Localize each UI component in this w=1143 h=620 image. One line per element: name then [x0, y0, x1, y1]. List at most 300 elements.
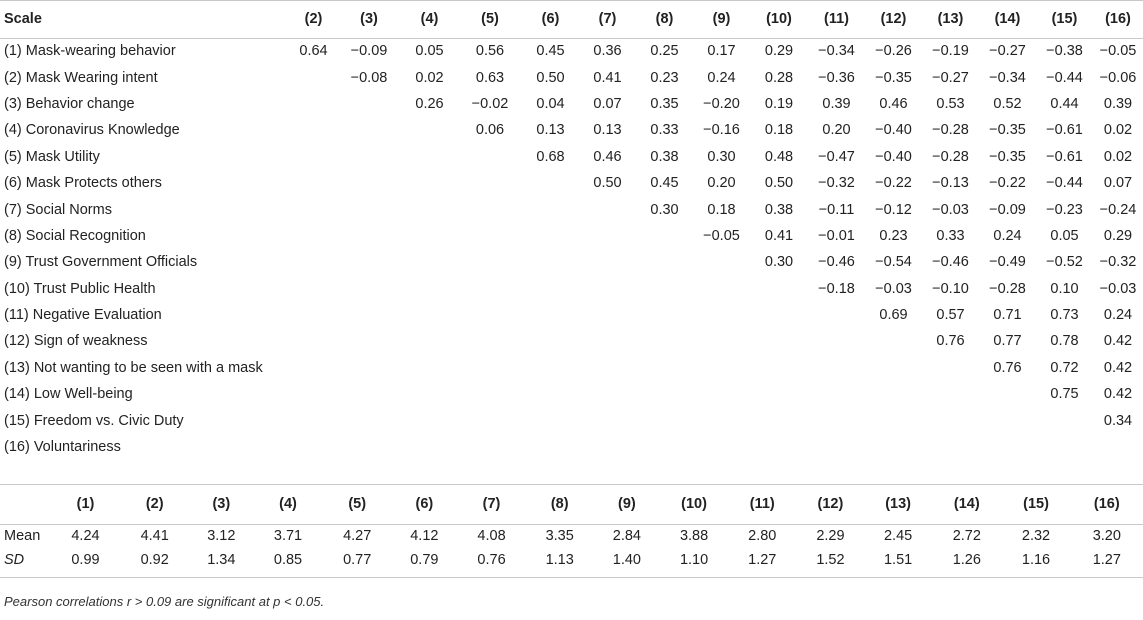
correlation-cell: [290, 249, 337, 275]
correlation-cell: [290, 381, 337, 407]
correlation-cell: −0.28: [932, 148, 969, 165]
table-row: [0, 276, 1143, 302]
correlation-cell: −0.38: [1046, 43, 1083, 60]
correlation-cell: [693, 328, 750, 354]
header-col: (13): [937, 11, 964, 27]
correlation-cell: −0.35: [989, 122, 1026, 139]
correlation-cell: −0.54: [875, 254, 912, 271]
correlation-cell: −0.44: [1046, 69, 1083, 86]
correlation-cell: [750, 355, 808, 381]
correlation-cell: [522, 407, 579, 433]
correlation-cell: 0.06: [475, 122, 505, 139]
correlation-cell: 0.53: [936, 95, 965, 112]
correlation-cell: [522, 223, 579, 249]
sd-value: 1.27: [748, 552, 777, 568]
correlation-cell: [401, 223, 458, 249]
correlation-cell: [522, 196, 579, 222]
correlation-cell: [808, 328, 865, 354]
correlation-cell: 0.42: [1103, 333, 1133, 350]
sd-value: 1.13: [545, 552, 574, 568]
correlation-cell: [865, 407, 922, 433]
correlation-cell: −0.35: [875, 69, 912, 86]
desc-header-col: (9): [618, 496, 636, 512]
header-col: (2): [304, 11, 323, 27]
correlation-cell: [401, 434, 458, 460]
header-col: (4): [420, 11, 439, 27]
correlation-cell: [636, 407, 693, 433]
desc-header-col: (10): [681, 496, 707, 512]
correlation-cell: [458, 434, 522, 460]
mean-value: 4.24: [71, 528, 100, 544]
correlation-cell: [458, 328, 522, 354]
correlation-cell: [750, 276, 808, 302]
correlation-cell: −0.03: [932, 201, 969, 218]
row-label: (4) Coronavirus Knowledge: [4, 122, 180, 139]
correlation-cell: −0.49: [989, 254, 1026, 271]
correlation-cell: [979, 434, 1036, 460]
correlation-cell: −0.61: [1046, 148, 1083, 165]
correlation-cell: 0.72: [1050, 359, 1079, 376]
correlation-cell: 0.73: [1050, 307, 1079, 324]
sd-value: 0.99: [71, 552, 100, 568]
correlation-cell: 0.07: [593, 95, 622, 112]
correlation-cell: 0.44: [1050, 95, 1079, 112]
table-row: [0, 249, 1143, 275]
correlation-cell: [522, 355, 579, 381]
correlation-cell: [865, 355, 922, 381]
correlation-cell: 0.76: [936, 333, 965, 350]
header-col: (11): [824, 11, 849, 27]
correlation-cell: 0.18: [707, 201, 736, 218]
correlation-cell: [522, 276, 579, 302]
mean-value: 4.41: [140, 528, 169, 544]
correlation-cell: [290, 117, 337, 143]
correlation-cell: [290, 144, 337, 170]
header-rule: [0, 38, 1143, 39]
header-col: (8): [655, 11, 674, 27]
row-label: (1) Mask-wearing behavior: [4, 43, 176, 60]
table-row: [0, 170, 1143, 196]
table-row: [0, 64, 1143, 90]
correlation-cell: 0.30: [764, 254, 794, 271]
correlation-cell: [693, 381, 750, 407]
header-col: (15): [1051, 11, 1078, 27]
mean-value: 3.71: [273, 528, 303, 544]
table-row: [0, 223, 1143, 249]
correlation-cell: −0.35: [989, 148, 1026, 165]
correlation-cell: 0.75: [1050, 386, 1079, 403]
header-col: (3): [360, 11, 378, 27]
header-col: (16): [1105, 11, 1131, 27]
correlation-cell: [337, 407, 401, 433]
header-col: (14): [994, 11, 1021, 27]
correlation-cell: [750, 381, 808, 407]
correlation-cell: [1036, 434, 1093, 460]
row-label: (11) Negative Evaluation: [4, 307, 162, 324]
row-label: (14) Low Well-being: [4, 386, 133, 403]
mean-value: 4.12: [410, 528, 439, 544]
correlation-cell: 0.23: [650, 69, 679, 86]
correlation-cell: [401, 381, 458, 407]
mean-value: 2.72: [952, 528, 981, 544]
correlation-cell: 0.41: [593, 69, 622, 86]
correlation-cell: [693, 249, 750, 275]
correlation-cell: [522, 328, 579, 354]
correlation-cell: −0.03: [875, 280, 912, 297]
desc-header-col: (1): [76, 496, 95, 512]
correlation-cell: 0.52: [993, 95, 1022, 112]
correlation-cell: [458, 276, 522, 302]
correlation-cell: [337, 170, 401, 196]
correlation-cell: 0.30: [650, 201, 679, 218]
correlation-cell: [579, 434, 636, 460]
row-label: (12) Sign of weakness: [4, 333, 148, 350]
correlation-cell: [579, 249, 636, 275]
mean-label: Mean: [4, 528, 41, 544]
header-col: (5): [481, 11, 499, 27]
correlation-cell: 0.71: [993, 307, 1022, 324]
correlation-cell: −0.24: [1099, 201, 1137, 218]
correlation-cell: [808, 355, 865, 381]
descriptives-table: [0, 484, 1143, 572]
mean-value: 3.35: [545, 528, 574, 544]
correlation-cell: 0.46: [593, 148, 622, 165]
correlation-cell: [401, 144, 458, 170]
correlation-cell: 0.24: [993, 227, 1022, 244]
correlation-cell: [522, 249, 579, 275]
row-label: (16) Voluntariness: [4, 439, 121, 456]
correlation-cell: [750, 302, 808, 328]
correlation-cell: [290, 223, 337, 249]
correlation-cell: [636, 381, 693, 407]
correlation-cell: [693, 276, 750, 302]
desc-header-col: (13): [885, 496, 911, 512]
correlation-cell: [636, 223, 693, 249]
correlation-cell: [401, 302, 458, 328]
correlation-cell: [1093, 434, 1143, 460]
correlation-cell: −0.28: [989, 280, 1026, 297]
desc-header-col: (16): [1093, 496, 1120, 512]
row-label: (9) Trust Government Officials: [4, 254, 198, 271]
correlation-cell: [522, 170, 579, 196]
correlation-cell: [693, 407, 750, 433]
row-label: (7) Social Norms: [4, 201, 112, 218]
correlation-cell: 0.35: [650, 95, 679, 112]
desc-header-col: (14): [953, 496, 980, 512]
correlation-cell: [865, 434, 922, 460]
sd-value: 1.16: [1021, 552, 1051, 568]
table-row: [0, 117, 1143, 143]
correlation-cell: 0.38: [650, 148, 679, 165]
descriptives-header-row: [0, 484, 1143, 524]
correlation-cell: [337, 144, 401, 170]
correlation-cell: −0.12: [875, 201, 912, 218]
correlation-cell: 0.39: [1103, 95, 1133, 112]
row-label: (8) Social Recognition: [4, 227, 146, 244]
correlation-cell: [290, 196, 337, 222]
correlation-cell: [337, 223, 401, 249]
correlation-cell: 0.64: [299, 43, 328, 60]
mean-value: 2.80: [748, 528, 777, 544]
correlation-cell: 0.05: [1050, 227, 1079, 244]
correlation-cell: −0.47: [818, 148, 855, 165]
correlation-cell: 0.29: [1103, 227, 1133, 244]
correlation-cell: [579, 302, 636, 328]
mean-value: 3.12: [207, 528, 236, 544]
correlation-cell: 0.46: [879, 95, 908, 112]
correlation-cell: 0.24: [1103, 307, 1133, 324]
correlation-cell: [636, 276, 693, 302]
correlation-cell: [401, 328, 458, 354]
correlation-cell: −0.32: [818, 175, 855, 192]
row-label: (10) Trust Public Health: [4, 280, 156, 297]
correlation-cell: −0.61: [1046, 122, 1083, 139]
table-row: [0, 196, 1143, 222]
correlation-cell: −0.46: [932, 254, 969, 271]
correlation-cell: −0.08: [350, 69, 388, 86]
header-col: (9): [712, 11, 731, 27]
correlation-cell: −0.52: [1046, 254, 1083, 271]
correlation-cell: [401, 170, 458, 196]
desc-header-col: [0, 484, 51, 524]
desc-header-col: (5): [348, 496, 367, 512]
correlation-cell: [579, 223, 636, 249]
correlation-cell: 0.45: [650, 175, 679, 192]
correlation-cell: 0.50: [536, 69, 565, 86]
mean-value: 2.84: [612, 528, 641, 544]
correlation-header-row: [0, 0, 1143, 38]
desc-header-col: (6): [415, 496, 434, 512]
table-row: [0, 355, 1143, 381]
correlation-cell: 0.23: [879, 227, 908, 244]
sd-value: 1.10: [679, 552, 709, 568]
correlation-cell: [337, 434, 401, 460]
correlation-cell: [458, 144, 522, 170]
header-col: (10): [766, 11, 792, 27]
correlation-cell: [337, 355, 401, 381]
table-row: [0, 381, 1143, 407]
correlation-cell: 0.13: [536, 122, 565, 139]
correlation-cell: [579, 381, 636, 407]
correlation-cell: [401, 117, 458, 143]
correlation-cell: [337, 249, 401, 275]
correlation-cell: 0.20: [707, 175, 736, 192]
correlation-cell: [922, 407, 979, 433]
correlation-cell: −0.06: [1099, 69, 1137, 86]
correlation-cell: −0.22: [875, 175, 912, 192]
correlation-cell: [579, 196, 636, 222]
correlation-cell: [290, 302, 337, 328]
correlation-cell: [808, 434, 865, 460]
correlation-cell: [290, 434, 337, 460]
mean-value: 3.20: [1092, 528, 1121, 544]
correlation-cell: [458, 249, 522, 275]
mean-value: 2.29: [816, 528, 845, 544]
header-col: (6): [541, 11, 560, 27]
correlation-cell: −0.05: [1099, 43, 1137, 60]
correlation-cell: [636, 355, 693, 381]
correlation-cell: −0.46: [818, 254, 855, 271]
correlation-cell: −0.40: [875, 122, 912, 139]
correlation-cell: [458, 355, 522, 381]
correlation-cell: 0.50: [764, 175, 794, 192]
table-row: [0, 434, 1143, 460]
correlation-cell: 0.63: [475, 69, 505, 86]
mean-value: 2.45: [883, 528, 913, 544]
correlation-cell: [636, 328, 693, 354]
correlation-cell: 0.20: [822, 122, 851, 139]
correlation-cell: [693, 355, 750, 381]
correlation-cell: 0.38: [764, 201, 794, 218]
correlation-cell: −0.44: [1046, 175, 1083, 192]
correlation-cell: −0.01: [818, 227, 855, 244]
sd-value: 1.52: [816, 552, 845, 568]
correlation-cell: −0.34: [818, 43, 855, 60]
correlation-cell: [458, 196, 522, 222]
sd-value: 1.26: [952, 552, 981, 568]
correlation-cell: 0.26: [415, 95, 444, 112]
correlation-cell: [693, 302, 750, 328]
sd-value: 1.51: [883, 552, 913, 568]
correlation-cell: 0.13: [593, 122, 622, 139]
correlation-cell: [922, 434, 979, 460]
correlation-cell: 0.39: [822, 95, 851, 112]
correlation-cell: [579, 328, 636, 354]
mean-value: 3.88: [679, 528, 709, 544]
table-row: [0, 407, 1143, 433]
desc-header-col: (3): [212, 496, 231, 512]
correlation-cell: [865, 381, 922, 407]
correlation-cell: 0.10: [1050, 280, 1079, 297]
correlation-cell: [458, 381, 522, 407]
mean-row: [0, 524, 1143, 548]
correlation-cell: −0.19: [932, 43, 969, 60]
correlation-cell: [458, 170, 522, 196]
correlation-cell: −0.40: [875, 148, 912, 165]
correlation-cell: 0.29: [764, 43, 794, 60]
bottom-rule: [0, 577, 1143, 578]
correlation-cell: 0.30: [707, 148, 736, 165]
correlation-cell: [401, 196, 458, 222]
correlation-cell: 0.02: [415, 69, 444, 86]
correlation-cell: [401, 355, 458, 381]
row-label: (3) Behavior change: [4, 95, 135, 112]
correlation-cell: −0.09: [989, 201, 1026, 218]
footnote: Pearson correlations r > 0.09 are significant at p < 0.05.: [4, 594, 325, 609]
correlation-cell: 0.45: [536, 43, 565, 60]
correlation-cell: −0.28: [932, 122, 969, 139]
correlation-cell: 0.57: [936, 307, 965, 324]
correlation-cell: [522, 381, 579, 407]
sd-value: 0.92: [140, 552, 169, 568]
desc-header-col: (8): [550, 496, 569, 512]
sd-value: 0.77: [343, 552, 372, 568]
header-col: (12): [880, 11, 907, 27]
correlation-cell: 0.07: [1103, 175, 1133, 192]
desc-header-col: (2): [145, 496, 164, 512]
correlation-cell: [636, 434, 693, 460]
correlation-cell: [337, 381, 401, 407]
correlation-cell: [290, 91, 337, 117]
correlation-cell: 0.02: [1103, 122, 1133, 139]
mean-value: 4.08: [477, 528, 506, 544]
desc-header-col: (12): [817, 496, 844, 512]
correlation-cell: −0.09: [350, 43, 388, 60]
correlation-cell: 0.33: [936, 227, 965, 244]
correlation-cell: 0.50: [593, 175, 622, 192]
correlation-cell: [290, 407, 337, 433]
desc-header-col: (4): [279, 496, 297, 512]
correlation-cell: [636, 249, 693, 275]
correlation-cell: 0.04: [536, 95, 565, 112]
correlation-cell: [979, 381, 1036, 407]
correlation-cell: [522, 434, 579, 460]
correlation-cell: [808, 302, 865, 328]
sd-value: 1.27: [1092, 552, 1121, 568]
sd-value: 0.79: [410, 552, 439, 568]
correlation-cell: 0.77: [993, 333, 1022, 350]
correlation-cell: [808, 381, 865, 407]
correlation-cell: [808, 407, 865, 433]
correlation-cell: [522, 302, 579, 328]
correlation-cell: 0.48: [764, 148, 794, 165]
correlation-cell: 0.05: [415, 43, 444, 60]
correlation-cell: 0.17: [707, 43, 736, 60]
row-label: (2) Mask Wearing intent: [4, 69, 158, 86]
correlation-cell: [750, 434, 808, 460]
correlation-cell: −0.02: [471, 95, 509, 112]
correlation-cell: [636, 302, 693, 328]
correlation-cell: 0.02: [1103, 148, 1133, 165]
correlation-cell: [458, 302, 522, 328]
correlation-cell: −0.16: [703, 122, 740, 139]
correlation-cell: −0.32: [1099, 254, 1137, 271]
correlation-cell: 0.19: [764, 95, 794, 112]
correlation-cell: −0.26: [875, 43, 912, 60]
correlation-cell: 0.68: [536, 148, 565, 165]
correlation-cell: [922, 355, 979, 381]
correlation-cell: [458, 223, 522, 249]
correlation-cell: [290, 355, 337, 381]
correlation-body: [0, 38, 1143, 460]
sd-value: 0.85: [273, 552, 303, 568]
correlation-cell: −0.18: [818, 280, 855, 297]
correlation-cell: [579, 355, 636, 381]
correlation-cell: 0.24: [707, 69, 736, 86]
table-row: [0, 144, 1143, 170]
row-label: (6) Mask Protects others: [4, 175, 162, 192]
desc-header-col: (11): [749, 496, 775, 512]
sd-label: SD: [4, 552, 25, 568]
correlation-cell: [693, 434, 750, 460]
correlation-cell: 0.28: [764, 69, 794, 86]
desc-header-col: (7): [482, 496, 501, 512]
correlation-cell: 0.18: [764, 122, 794, 139]
table-row: [0, 302, 1143, 328]
correlation-cell: [337, 328, 401, 354]
row-label: (13) Not wanting to be seen with a mask: [4, 359, 263, 376]
table-row: [0, 38, 1143, 64]
correlation-cell: [922, 381, 979, 407]
correlation-cell: 0.69: [879, 307, 908, 324]
correlation-cell: −0.23: [1046, 201, 1083, 218]
correlation-cell: −0.20: [703, 95, 740, 112]
table-row: [0, 328, 1143, 354]
sd-value: 1.34: [207, 552, 236, 568]
correlation-cell: 0.56: [475, 43, 505, 60]
correlation-cell: −0.36: [818, 69, 855, 86]
correlation-cell: [750, 328, 808, 354]
